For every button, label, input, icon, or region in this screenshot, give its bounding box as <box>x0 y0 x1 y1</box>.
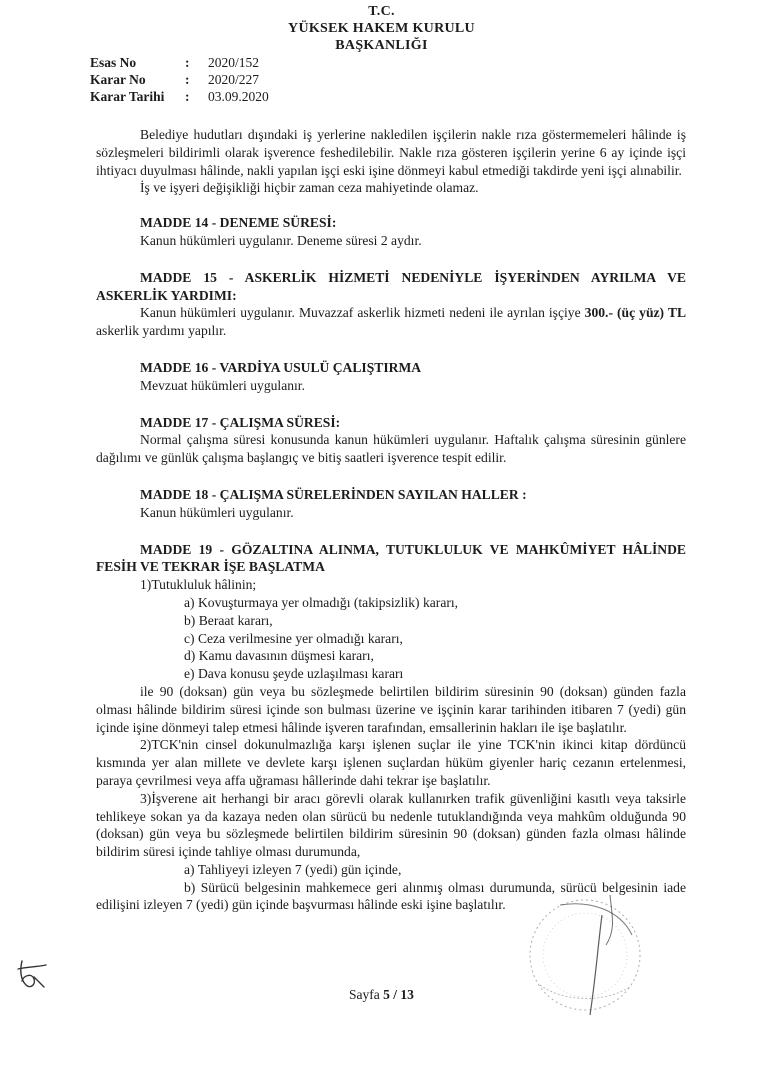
esas-value: 2020/152 <box>208 55 260 70</box>
list-item: d) Kamu davasının düşmesi kararı, <box>184 648 374 664</box>
page-number: 5 / 13 <box>383 987 414 1002</box>
karar-label: Karar No <box>90 72 146 87</box>
tarih-value: 03.09.2020 <box>208 89 269 104</box>
list-item: e) Dava konusu şeyde uzlaşılması kararı <box>184 666 404 682</box>
paragraph: İş ve işyeri değişikliği hiçbir zaman ceza mahiyetinde olamaz. <box>140 180 479 196</box>
tarih-colon: : <box>185 89 190 104</box>
article-14-title: MADDE 14 - DENEME SÜRESİ: <box>140 215 337 231</box>
karar-colon: : <box>185 72 190 87</box>
karar-value: 2020/227 <box>208 72 260 87</box>
article-19-item-a: a) Tahliyeyi izleyen 7 (yedi) gün içinde, <box>184 861 402 877</box>
article-16-title: MADDE 16 - VARDİYA USULÜ ÇALIŞTIRMA <box>140 359 422 375</box>
header-institution: YÜKSEK HAKEM KURULU <box>288 21 475 36</box>
article-19-intro: 1)Tutukluluk hâlinin; <box>140 577 257 593</box>
article-15-text-c: askerlik yardımı yapılır. <box>96 323 227 339</box>
article-15-amount: 300.- (üç yüz) TL <box>584 305 687 321</box>
article-15-text <box>96 304 686 340</box>
list-item: b) Beraat kararı, <box>184 612 273 628</box>
document-body <box>96 126 686 914</box>
paragraph: Belediye hudutları dışındaki iş yerlerine nakledilen işçilerin nakle rıza göstermemeleri hâlinde iş sözleşmeleri bildirimli olarak işverence feshedilebilir. Nakle rıza gösteren işçilerin yerine 6 ay içinde işçi ihtiyacı duyulması hâlinde, nakli yapılan işçi eski işine dönmeyi kabul etmediği takdirde yeni işçi alınabilir. <box>96 127 686 178</box>
article-17-text: Normal çalışma süresi konusunda kanun hükümleri uygulanır. Haftalık çalışma süresinin günlere dağılımı ve günlük çalışma başlangıç ve bitiş saatleri işverence tespit edilir. <box>96 432 686 466</box>
article-16-text: Mevzuat hükümleri uygulanır. <box>140 377 305 393</box>
article-18-title: MADDE 18 - ÇALIŞMA SÜRELERİNDEN SAYILAN HALLER : <box>140 486 527 502</box>
page-label: Sayfa <box>349 987 384 1002</box>
article-19-paragraph-2: 2)TCK'nin cinsel dokunulmazlığa karşı işlenen suçlar ile yine TCK'nin ikinci kitap dördüncü kısmında yer alan millete ve devlete karşı işlenen suçlardan hüküm giyenler hariç cezanın ertelenmesi, paraya çevrilmesi veya affa uğraması hâllerinde dahi tekrar işe başlatılır. <box>96 737 686 788</box>
article-19-paragraph-3: 3)İşverene ait herhangi bir aracı görevli olarak kullanırken trafik güvenliğini kasıtlı veya taksirle tehlikeye sokan ya da kazaya neden olan sürücü bu nedenle tutuklandığında veya mahkûm olduğunda 90 (doksan) gün veya bu sözleşmede belirtilen bildirim süresinin 90 (doksan) günden fazla olması hâlinde bildirim süresi içinde tahliye olması durumunda, <box>96 790 686 860</box>
article-15-title: MADDE 15 - ASKERLİK HİZMETİ NEDENİYLE İŞYERİNDEN AYRILMA VE ASKERLİK YARDIMI: <box>96 269 686 303</box>
page-footer <box>0 987 763 1003</box>
article-19-paragraph-1: ile 90 (doksan) gün veya bu sözleşmede belirtilen bildirim süresinin 90 (doksan) günden fazla olması hâlinde bildirim süresi içinde son bulması üzerine ve işçinin karar tarihinden itibaren 7 (yedi) gün içinde işine dönmeyi talep etmesi hâlinde işveren tarafından, emsallerinin hakları ile işe başlatılır. <box>96 683 686 735</box>
tarih-label: Karar Tarihi <box>90 89 165 104</box>
article-19-title: MADDE 19 - GÖZALTINA ALINMA, TUTUKLULUK VE MAHKÛMİYET HÂLİNDE FESİH VE TEKRAR İŞE BAŞLATMA <box>96 541 686 575</box>
esas-label: Esas No <box>90 55 137 70</box>
article-19-item-b: b) Sürücü belgesinin mahkemece geri alınmış olması durumunda, sürücü belgesinin iade edilişini izleyen 7 (yedi) gün içinde başvurması hâlinde eski işine başlatılır. <box>96 879 686 913</box>
header-tc: T.C. <box>368 4 395 19</box>
header-department: BAŞKANLIĞI <box>335 38 428 53</box>
article-18-text: Kanun hükümleri uygulanır. <box>140 504 294 520</box>
esas-colon: : <box>185 55 190 70</box>
article-14-text: Kanun hükümleri uygulanır. Deneme süresi 2 aydır. <box>140 232 422 248</box>
list-item: c) Ceza verilmesine yer olmadığı kararı, <box>184 630 403 646</box>
article-15-text-a: Kanun hükümleri uygulanır. Muvazzaf askerlik hizmeti nedeni ile ayrılan işçiye <box>140 305 585 321</box>
list-item: a) Kovuşturmaya yer olmadığı (takipsizlik) kararı, <box>184 594 459 610</box>
article-17-title: MADDE 17 - ÇALIŞMA SÜRESİ: <box>140 414 341 430</box>
